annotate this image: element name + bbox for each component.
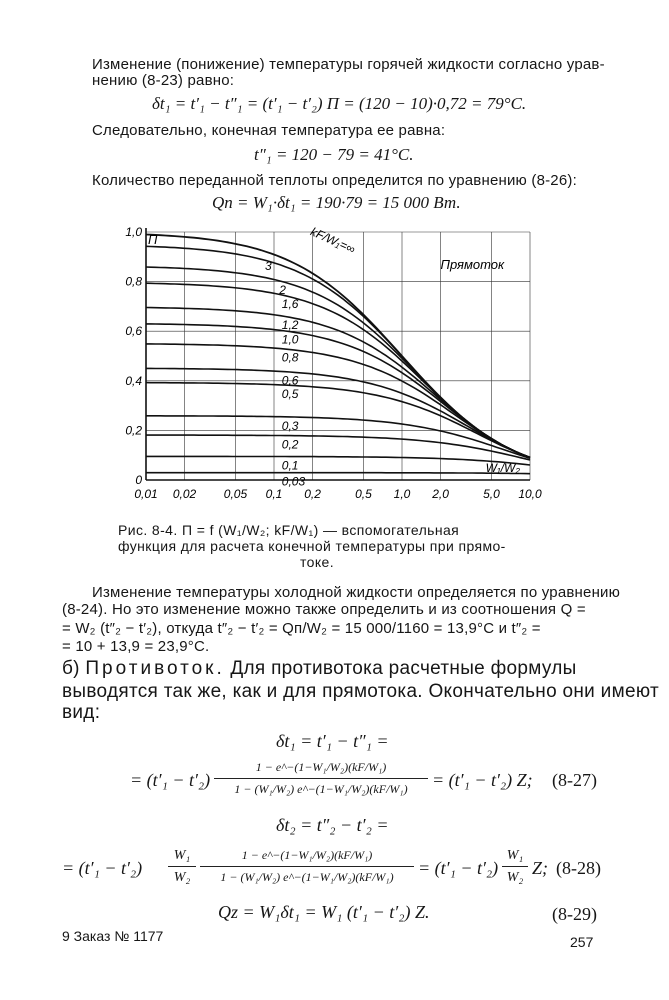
x-tick-label-6: 1,0 bbox=[393, 487, 411, 501]
curve-label-4: 1,2 bbox=[281, 317, 299, 332]
equation-8-28-right-ratio-num: W₁ bbox=[506, 848, 524, 863]
figure-caption-line-1: Рис. 8-4. П = f (W₁/W₂; kF/W₁) — вспомогательная bbox=[118, 522, 460, 538]
y-tick-label-2: 0,4 bbox=[125, 373, 142, 388]
footer-order-number: 9 Заказ № 1177 bbox=[62, 928, 164, 944]
curve-label-1: 3 bbox=[264, 259, 272, 274]
equation-8-28-denominator: 1 − (W₁/W₂) e^−(1−W₁/W₂)(kF/W₁) bbox=[220, 870, 394, 884]
curve-label-9: 0,3 bbox=[281, 418, 299, 433]
equation-8-27-left: = (t′₁ − t′₂) bbox=[130, 770, 211, 790]
paragraph-1-line-1: Изменение (понижение) температуры горячей жидкости согласно урав- bbox=[92, 56, 605, 73]
curve-label-3: 1,6 bbox=[281, 296, 299, 311]
x-tick-label-2: 0,05 bbox=[223, 487, 248, 501]
equation-8-28-ratio-num: W₁ bbox=[173, 848, 191, 863]
figure-caption-line-2: функция для расчета конечной температуры при прямо- bbox=[118, 538, 506, 554]
equation-dt2-def: δt₂ = t″₂ − t′₂ = bbox=[276, 815, 389, 835]
chart-figure-8-4 bbox=[118, 222, 548, 504]
equation-8-28-z: Z; bbox=[532, 858, 549, 878]
curve-8 bbox=[146, 383, 530, 458]
x-tick-label-4: 0,2 bbox=[304, 487, 321, 501]
y-tick-label-3: 0,6 bbox=[125, 324, 142, 339]
figure-caption-line-3: токе. bbox=[300, 554, 334, 570]
section-heading-counterflow: Противоток. bbox=[85, 658, 225, 679]
curve-label-5: 1,0 bbox=[281, 332, 299, 347]
y-tick-label-4: 0,8 bbox=[125, 274, 142, 289]
paragraph-4-line-1: Изменение температуры холодной жидкости определяется по уравнению bbox=[92, 584, 621, 601]
equation-8-27-fraction-bar bbox=[214, 778, 428, 779]
curve-label-0: kF/W₁=∞ bbox=[308, 224, 358, 257]
equation-8-28-right: = (t′₁ − t′₂) bbox=[418, 858, 499, 878]
equation-8-28-fraction-bar bbox=[200, 866, 414, 867]
curve-label-10: 0,2 bbox=[281, 437, 299, 452]
equation-8-28-right-ratio-den: W₂ bbox=[506, 870, 524, 885]
y-tick-label-1: 0,2 bbox=[125, 423, 142, 438]
x-tick-label-7: 2,0 bbox=[432, 487, 449, 501]
curve-label-2: 2 bbox=[279, 282, 286, 297]
equation-delta-t1: δt₁ = t′₁ − t″₁ = (t′₁ − t′₂) П = (120 − 10)·0,72 = 79°C. bbox=[152, 94, 527, 113]
x-tick-label-5: 0,5 bbox=[355, 487, 372, 501]
curve-11 bbox=[146, 456, 530, 465]
equation-final-temp: t″₁ = 120 − 79 = 41°C. bbox=[254, 145, 414, 164]
equation-8-28-ratio-bar bbox=[168, 866, 196, 867]
curve-label-12: 0,03 bbox=[281, 474, 306, 489]
curve-label-8: 0,5 bbox=[281, 386, 299, 401]
chart-title: Прямоток bbox=[440, 257, 505, 273]
curve-label-11: 0,1 bbox=[281, 458, 299, 473]
x-axis-label: W₁/W₂ bbox=[485, 461, 520, 476]
y-tick-label-0: 0 bbox=[135, 473, 142, 487]
equation-8-28-right-ratio-bar bbox=[502, 866, 528, 867]
paragraph-4-line-4: = 10 + 13,9 = 23,9°C. bbox=[62, 638, 210, 655]
curve-7 bbox=[146, 368, 530, 457]
x-tick-label-3: 0,1 bbox=[265, 487, 283, 501]
curve-5 bbox=[146, 324, 530, 458]
paragraph-5-line-3: вид: bbox=[62, 702, 101, 723]
paragraph-3: Количество переданной теплоты определится по уравнению (8-26): bbox=[92, 172, 577, 189]
equation-8-28-ratio-den: W₂ bbox=[173, 870, 191, 885]
curve-label-6: 0,8 bbox=[281, 350, 299, 365]
curve-label-7: 0,6 bbox=[281, 373, 299, 388]
paragraph-5-rest: Для противотока расчетные формулы bbox=[224, 658, 577, 679]
equation-8-27-number: (8-27) bbox=[552, 770, 597, 790]
curve-12 bbox=[146, 473, 530, 474]
equation-dt1-def: δt₁ = t′₁ − t″₁ = bbox=[276, 731, 389, 751]
page-number: 257 bbox=[570, 934, 594, 950]
paragraph-5-line-1 bbox=[62, 658, 577, 680]
equation-8-27-denominator: 1 − (W₁/W₂) e^−(1−W₁/W₂)(kF/W₁) bbox=[234, 782, 408, 796]
equation-8-29: Qz = W₁δt₁ = W₁ (t′₁ − t′₂) Z. bbox=[218, 902, 430, 922]
x-tick-label-8: 5,0 bbox=[483, 487, 500, 501]
equation-8-27-right: = (t′₁ − t′₂) Z; bbox=[432, 770, 533, 790]
equation-8-29-number: (8-29) bbox=[552, 904, 597, 924]
x-tick-label-1: 0,02 bbox=[172, 487, 197, 501]
section-prefix: б) bbox=[62, 658, 86, 679]
y-tick-label-5: 1,0 bbox=[125, 225, 142, 239]
equation-8-28-number: (8-28) bbox=[556, 858, 601, 878]
paragraph-5-line-2: выводятся так же, как и для прямотока. Окончательно они имеют bbox=[62, 681, 659, 702]
paragraph-4-line-2: (8-24). Но это изменение можно также определить и из соотношения Q = bbox=[62, 601, 586, 618]
y-axis-symbol: П bbox=[148, 232, 158, 247]
x-tick-label-9: 10,0 bbox=[518, 487, 542, 501]
curve-6 bbox=[146, 344, 530, 458]
paragraph-2: Следовательно, конечная температура ее равна: bbox=[92, 122, 446, 139]
equation-8-28-numerator: 1 − e^−(1−W₁/W₂)(kF/W₁) bbox=[241, 848, 373, 862]
paragraph-1-line-2: нению (8-23) равно: bbox=[92, 72, 235, 89]
equation-heat-q: Qп = W₁·δt₁ = 190·79 = 15 000 Вт. bbox=[212, 193, 461, 212]
equation-8-28-left: = (t′₁ − t′₂) bbox=[62, 858, 143, 878]
x-tick-label-0: 0,01 bbox=[134, 487, 158, 501]
equation-8-27-numerator: 1 − e^−(1−W₁/W₂)(kF/W₁) bbox=[255, 760, 387, 774]
paragraph-4-line-3: = W₂ (t″₂ − t′₂), откуда t″₂ − t′₂ = Qп/W₂ = 15 000/1160 = 13,9°C и t″₂ = bbox=[62, 620, 541, 637]
